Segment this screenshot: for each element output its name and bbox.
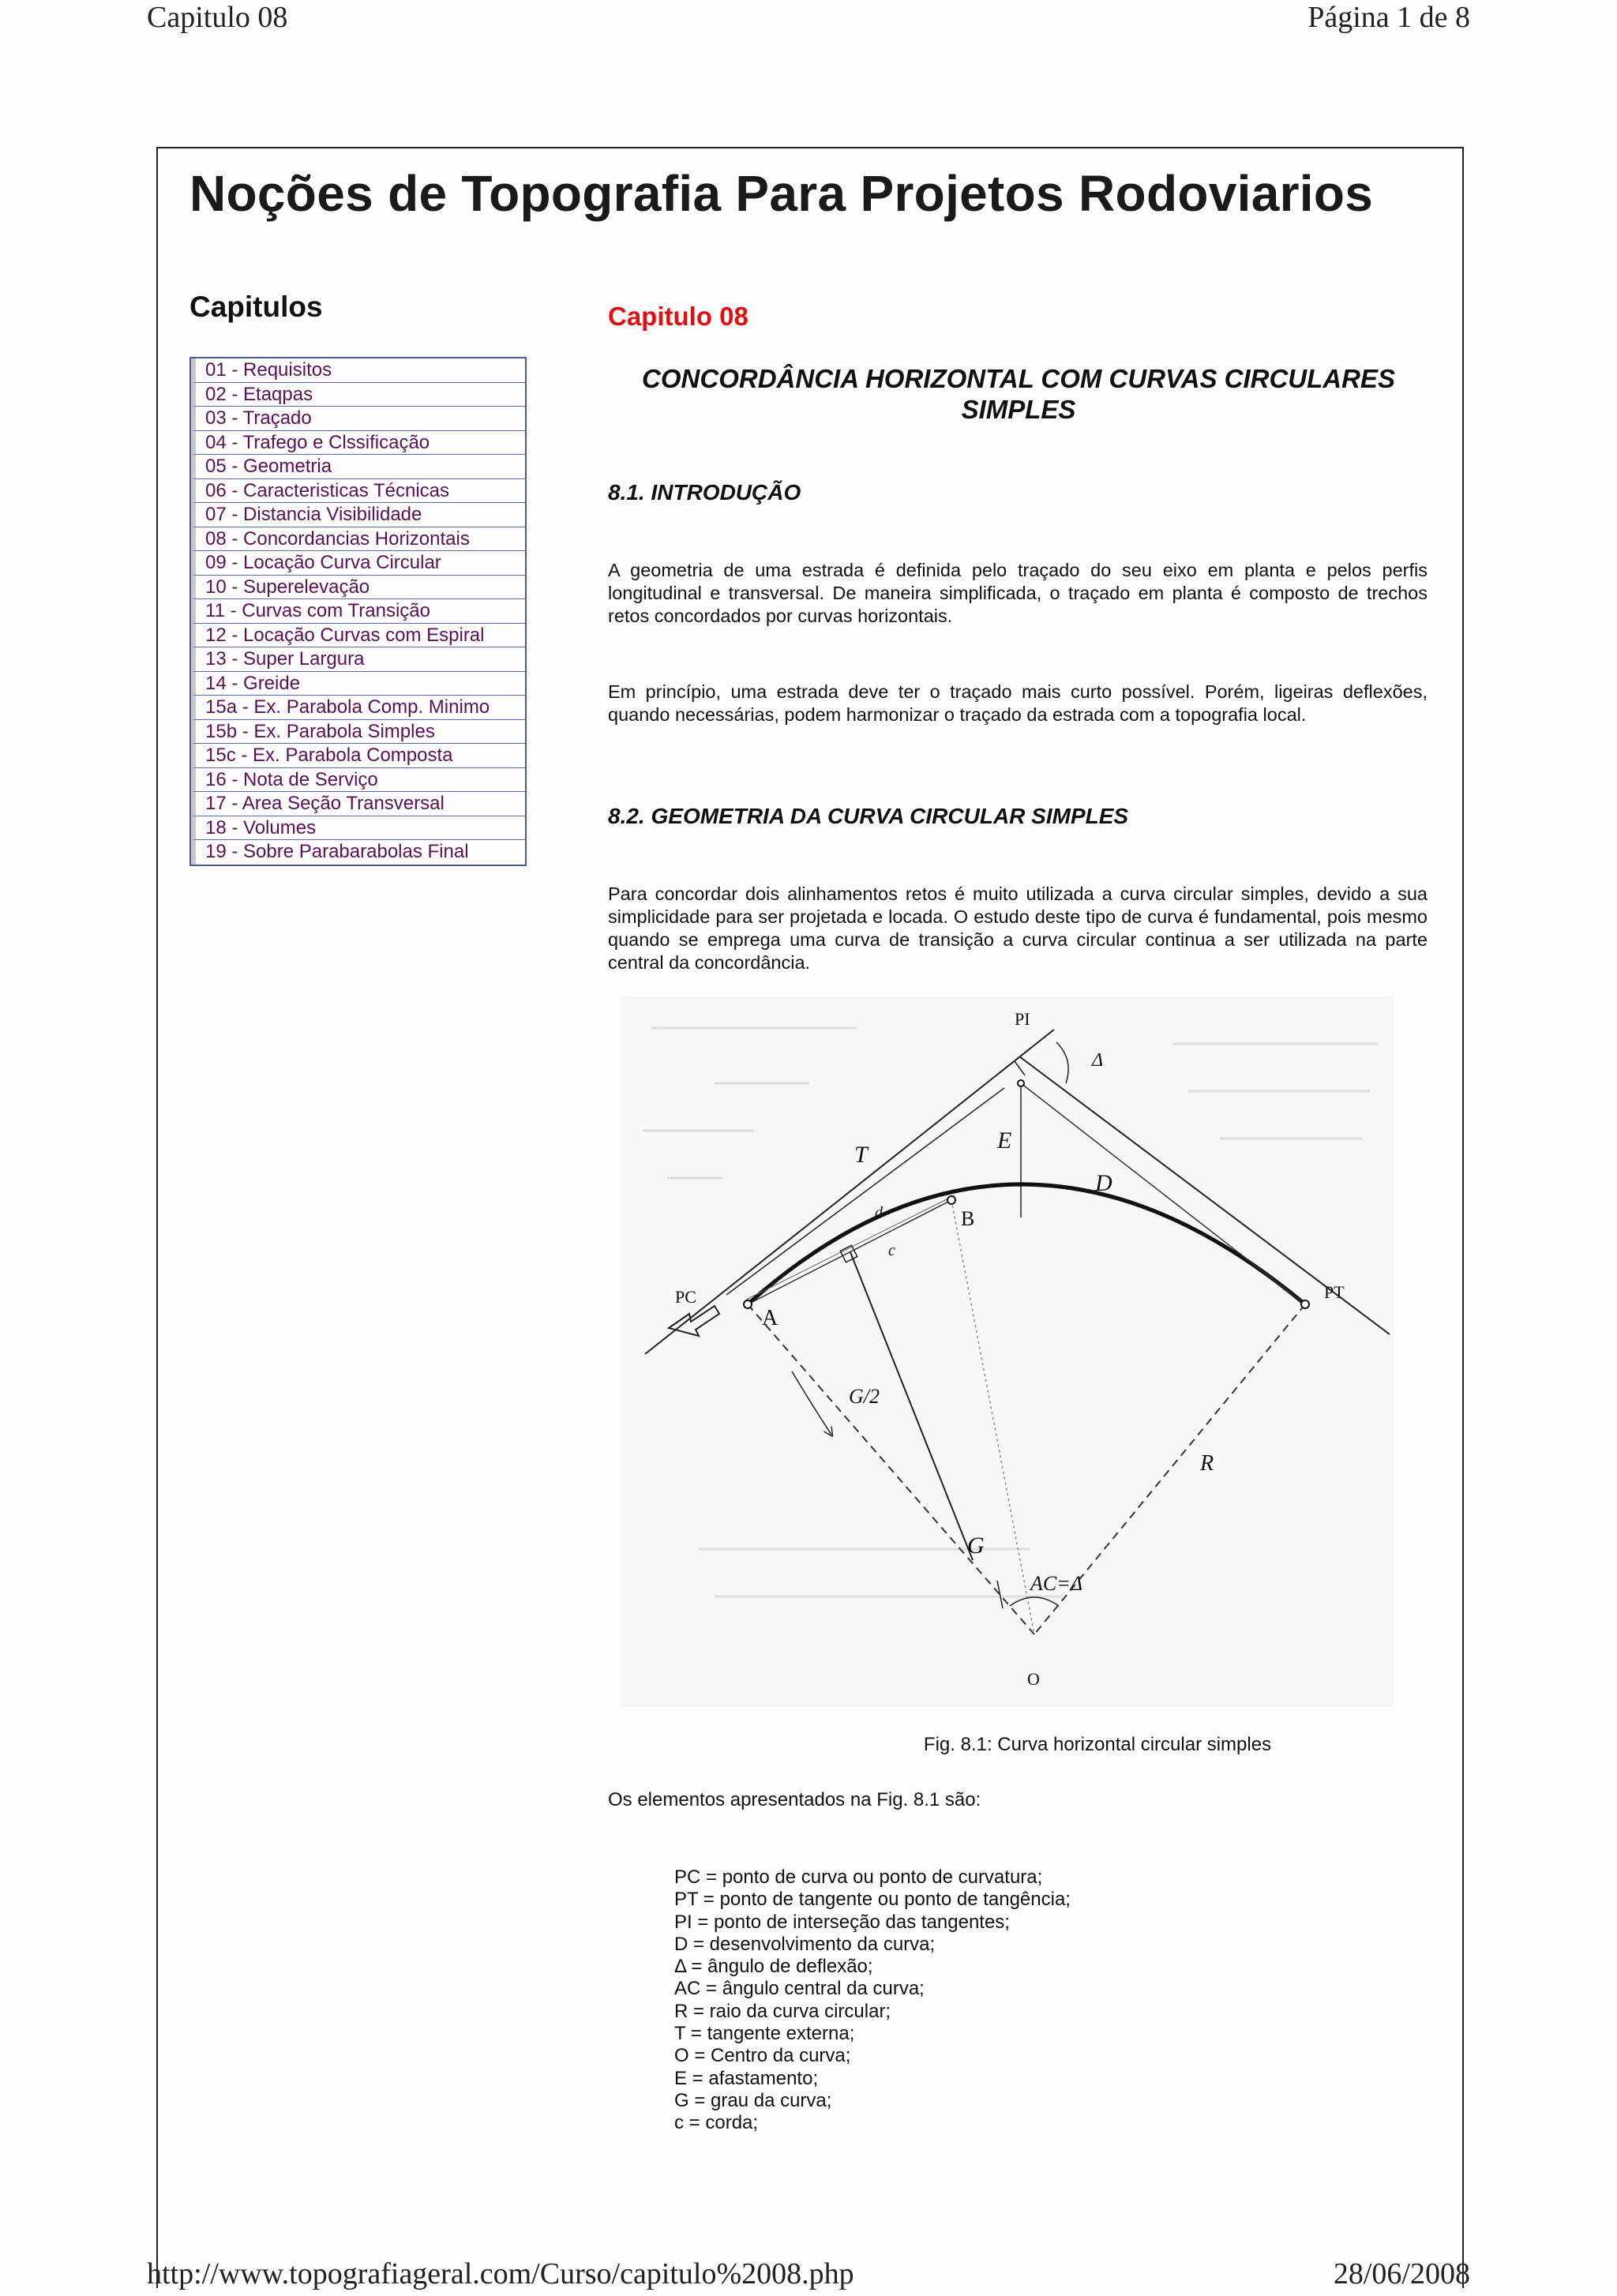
definition-item: E = afastamento; xyxy=(674,2067,819,2089)
chapter-link[interactable]: 19 - Sobre Parabarabolas Final xyxy=(191,840,525,865)
intro-paragraph-1: A geometria de uma estrada é definida pelo traçado do seu eixo em planta e pelos perfis longitudinal e transversal. De maneira simplificada, o traçado em planta é composto de trechos retos concordados por curvas horizontais. xyxy=(608,560,1428,626)
chapter-link[interactable]: 18 - Volumes xyxy=(191,816,525,841)
figure-background xyxy=(620,996,1394,1707)
chapter-link[interactable]: 17 - Area Seção Transversal xyxy=(191,792,525,816)
label-d-big: D xyxy=(1095,1170,1112,1196)
chapter-link[interactable]: 09 - Locação Curva Circular xyxy=(191,551,525,576)
label-o: O xyxy=(1027,1669,1040,1689)
print-footer-date: 28/06/2008 xyxy=(1333,2257,1470,2290)
print-header-page: Página 1 de 8 xyxy=(1307,1,1470,34)
chapter-link[interactable]: 08 - Concordancias Horizontais xyxy=(191,527,525,552)
chapter-heading xyxy=(608,363,1429,425)
label-r: R xyxy=(1200,1451,1214,1476)
chapter-list xyxy=(189,357,527,866)
chapter-link[interactable]: 07 - Distancia Visibilidade xyxy=(191,503,525,527)
label-pt: PT xyxy=(1324,1282,1345,1302)
chapter-link[interactable]: 15c - Ex. Parabola Composta xyxy=(191,744,525,768)
point-b xyxy=(947,1196,955,1204)
definition-item: PI = ponto de interseção das tangentes; xyxy=(674,1911,1010,1933)
chapter-link[interactable]: 13 - Super Largura xyxy=(191,647,525,672)
chapter-link[interactable]: 12 - Locação Curvas com Espiral xyxy=(191,624,525,648)
chapter-link[interactable]: 16 - Nota de Serviço xyxy=(191,768,525,793)
print-header xyxy=(147,0,1470,39)
chapter-link[interactable]: 01 - Requisitos xyxy=(191,358,525,383)
label-g: G xyxy=(967,1533,985,1559)
point-pi xyxy=(1018,1080,1024,1086)
point-pc xyxy=(744,1300,752,1308)
definition-item: G = grau da curva; xyxy=(674,2089,832,2111)
chapter-heading-line1: CONCORDÂNCIA HORIZONTAL COM CURVAS CIRCULARES xyxy=(642,364,1395,393)
definition-item: Δ = ângulo de deflexão; xyxy=(674,1956,873,1978)
definition-list xyxy=(674,1866,1071,2135)
chapter-link[interactable]: 02 - Etaqpas xyxy=(191,383,525,407)
print-header-title: Capitulo 08 xyxy=(147,1,288,34)
chapter-link[interactable]: 14 - Greide xyxy=(191,672,525,696)
chapter-link[interactable]: 11 - Curvas com Transição xyxy=(191,599,525,624)
label-t: T xyxy=(854,1142,868,1168)
label-pc: PC xyxy=(675,1287,696,1307)
definition-item: c = corda; xyxy=(674,2112,759,2134)
chapter-link[interactable]: 03 - Traçado xyxy=(191,407,525,431)
intro-paragraph-2: Em princípio, uma estrada deve ter o traçado mais curto possível. Porém, ligeiras deflexões, quando necessárias, podem harmonizar o traçado da estrada com a topografia local. xyxy=(608,681,1428,725)
elements-intro: Os elementos apresentados na Fig. 8.1 são: xyxy=(608,1789,981,1810)
site-title: Noções de Topografia Para Projetos Rodoviarios xyxy=(189,165,1374,222)
definition-item: T = tangente externa; xyxy=(674,2023,855,2045)
label-e: E xyxy=(997,1127,1012,1154)
section-heading-geometria: 8.2. GEOMETRIA DA CURVA CIRCULAR SIMPLES xyxy=(608,804,1129,828)
geometry-paragraph: Para concordar dois alinhamentos retos é muito utilizada a curva circular simples, devido a sua simplicidade para ser projetada e locada. O estudo deste tipo de curva é fundamental, pois mesmo quando se emprega uma curva de transição a curva circular continua a ser utilizada na parte central da concordância. xyxy=(608,884,1428,973)
print-footer-url[interactable]: http://www.topografiageral.com/Curso/capitulo%2008.php xyxy=(147,2257,854,2290)
figure-caption: Fig. 8.1: Curva horizontal circular simples xyxy=(923,1734,1272,1755)
sidebar-title: Capitulos xyxy=(189,291,323,323)
curve-diagram xyxy=(620,996,1394,1707)
definition-item: R = raio da curva circular; xyxy=(674,2000,891,2022)
definition-item: O = Centro da curva; xyxy=(674,2045,851,2067)
chapter-link[interactable]: 04 - Trafego e Clssificação xyxy=(191,431,525,456)
definition-item: PT = ponto de tangente ou ponto de tangência; xyxy=(674,1889,1071,1911)
chapter-label: Capitulo 08 xyxy=(608,302,748,331)
chapter-link[interactable]: 15b - Ex. Parabola Simples xyxy=(191,720,525,745)
label-a: A xyxy=(762,1306,778,1330)
chapter-link[interactable]: 10 - Superelevação xyxy=(191,576,525,600)
chapter-heading-line2: SIMPLES xyxy=(961,395,1076,424)
chapter-link[interactable]: 06 - Caracteristicas Técnicas xyxy=(191,479,525,504)
label-d-small: d xyxy=(875,1204,883,1221)
label-pi: PI xyxy=(1015,1009,1030,1029)
definition-item: D = desenvolvimento da curva; xyxy=(674,1933,936,1955)
label-ac: AC=Δ xyxy=(1030,1572,1083,1595)
definition-item: AC = ângulo central da curva; xyxy=(674,1978,925,2000)
definition-item: PC = ponto de curva ou ponto de curvatura; xyxy=(674,1866,1043,1888)
label-b: B xyxy=(961,1207,975,1230)
section-heading-introducao: 8.1. INTRODUÇÃO xyxy=(608,480,801,505)
label-g2: G/2 xyxy=(849,1385,880,1408)
chapter-link[interactable]: 15a - Ex. Parabola Comp. Minimo xyxy=(191,696,525,720)
label-c: c xyxy=(888,1242,895,1259)
print-footer xyxy=(147,2257,1470,2296)
chapter-link[interactable]: 05 - Geometria xyxy=(191,455,525,479)
point-pt xyxy=(1301,1300,1309,1308)
label-delta: Δ xyxy=(1092,1050,1104,1071)
